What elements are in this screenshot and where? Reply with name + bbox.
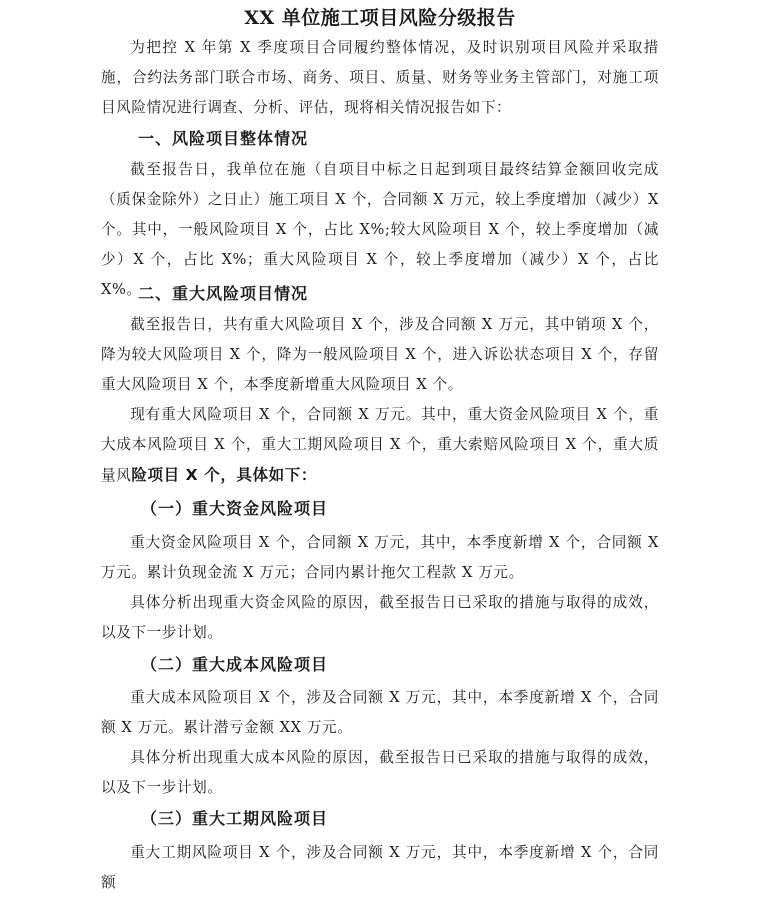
- subsection-heading-capital: （一）重大资金风险项目: [141, 499, 329, 518]
- subsection-heading-schedule: （三）重大工期风险项目: [141, 809, 329, 828]
- section1-paragraph: 截至报告日，我单位在施（自项目中标之日起到项目最终结算金额回收完成（质保金除外）之日止）施工项目 X 个，合同额 X 万元，较上季度增加（减少）X 个。其中，一般风险项目 X 个，占比 X%;较大风险项目 X 个，较上季度增加（减少）X 个，占比 X%；重大风险项目 X 个，较上季度增加（减少）X 个，占比 X%。: [101, 161, 659, 298]
- intro-paragraph: 为把控 X 年第 X 季度项目合同履约整体情况，及时识别项目风险并采取措施，合约法务部门联合市场、商务、项目、质量、财务等业务主管部门，对施工项目风险情况进行调查、分析、评估，现将相关情况报告如下：: [101, 39, 659, 116]
- section2-paragraph-1: 截至报告日，共有重大风险项目 X 个，涉及合同额 X 万元，其中销项 X 个，降为较大风险项目 X 个，降为一般风险项目 X 个，进入诉讼状态项目 X 个，存留重大风险项目 X 个，本季度新增重大风险项目 X 个。: [101, 316, 659, 393]
- section-heading-overall: 一、风险项目整体情况: [138, 129, 309, 148]
- section2-paragraph-2-bold: 险项目 X 个，具体如下：: [131, 466, 317, 484]
- sub1-paragraph-2: 具体分析出现重大资金风险的原因，截至报告日已采取的措施与取得的成效，以及下一步计划。: [101, 594, 659, 641]
- sub2-paragraph-2: 具体分析出现重大成本风险的原因，截至报告日已采取的措施与取得的成效，以及下一步计划。: [101, 749, 659, 796]
- sub2-paragraph-1: 重大成本风险项目 X 个，涉及合同额 X 万元，其中，本季度新增 X 个，合同额 X 万元。累计潜亏金额 XX 万元。: [101, 689, 659, 736]
- section-heading-major-risk: 二、重大风险项目情况: [138, 284, 309, 303]
- section2-paragraph-2: [101, 400, 659, 491]
- sub3-paragraph-1: 重大工期风险项目 X 个，涉及合同额 X 万元，其中，本季度新增 X 个，合同额: [101, 844, 659, 891]
- document-title: XX 单位施工项目风险分级报告: [244, 7, 516, 29]
- subsection-heading-cost: （二）重大成本风险项目: [141, 655, 329, 674]
- sub1-paragraph-1: 重大资金风险项目 X 个，合同额 X 万元，其中，本季度新增 X 个，合同额 X 万元。累计负现金流 X 万元；合同内累计拖欠工程款 X 万元。: [101, 534, 659, 581]
- section2-paragraph-2-text: 现有重大风险项目 X 个，合同额 X 万元。其中，重大资金风险项目 X 个，重大成本风险项目 X 个，重大工期风险项目 X 个，重大索赔风险项目 X 个，重大质量风: [101, 406, 659, 484]
